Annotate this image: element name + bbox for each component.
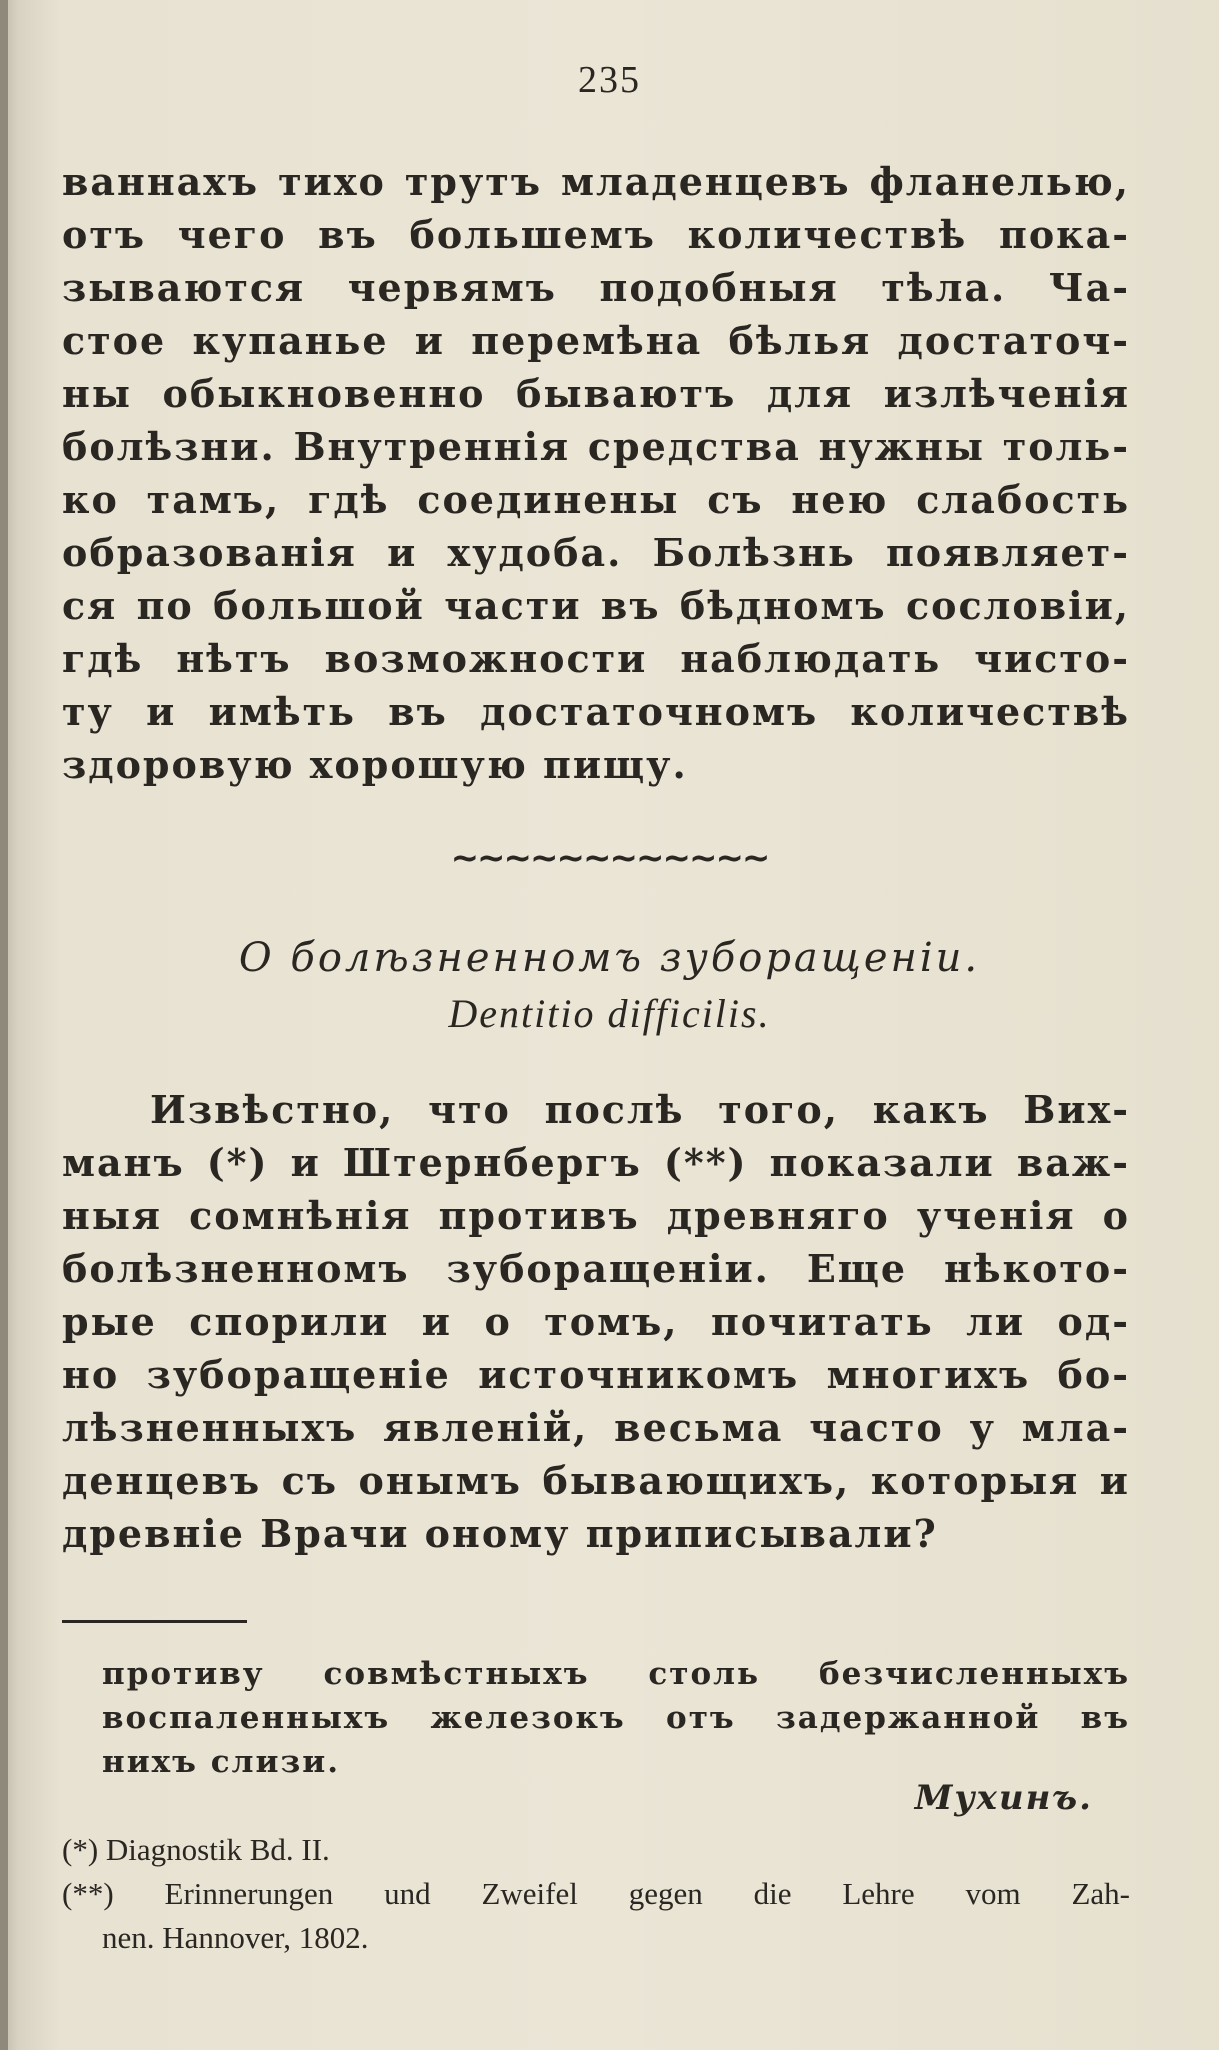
page-number: 235 <box>578 59 641 101</box>
text-line: денцевъ съ онымъ бывающихъ, которыя и <box>62 1458 1130 1503</box>
text-line: ту и имѣть въ достаточномъ количествѣ <box>62 689 1130 734</box>
footnote-continuation <box>102 1652 1130 1784</box>
reference-2 <box>62 1872 1130 1916</box>
text-line: манъ (*) и Штернбергъ (**) показали важ- <box>62 1140 1130 1185</box>
text-line: но зуборащеніе источникомъ многихъ бо- <box>62 1352 1130 1397</box>
reference-mark: (**) <box>62 1876 114 1911</box>
reference-text: Erinnerungen und Zweifel gegen die Lehre vom Zah- <box>164 1876 1131 1911</box>
paragraph-2 <box>62 1083 1130 1560</box>
footnote-line: противу совмѣстныхъ столь безчисленныхъ <box>102 1656 1130 1692</box>
text-line: ся по большой части въ бѣдномъ сословіи, <box>62 583 1130 628</box>
reference-mark: (*) <box>62 1832 99 1867</box>
reference-text: Diagnostik Bd. II. <box>105 1832 330 1867</box>
reference-2-continuation: nen. Hannover, 1802. <box>102 1920 369 1955</box>
references <box>62 1828 1130 1960</box>
text-line: ны обыкновенно бываютъ для излѣченія <box>62 371 1130 416</box>
section-latin-title: Dentitio difficilis. <box>448 991 771 1036</box>
section-heading <box>0 930 1219 1042</box>
paragraph-1 <box>62 155 1130 791</box>
section-title: О болѣзненномъ зуборащеніи. <box>238 935 981 981</box>
footnote-rule <box>62 1620 247 1623</box>
text-line: болѣзненномъ зуборащеніи. Еще нѣкото- <box>62 1246 1130 1291</box>
footnote-line: нихъ слизи. <box>102 1744 341 1780</box>
reference-1 <box>62 1828 1130 1872</box>
text-line: древніе Врачи оному приписывали? <box>62 1511 938 1556</box>
text-line: образованія и худоба. Болѣзнь появляет- <box>62 530 1130 575</box>
text-line: ваннахъ тихо трутъ младенцевъ фланелью, <box>62 159 1130 204</box>
text-line: отъ чего въ большемъ количествѣ пока- <box>62 212 1130 257</box>
text-line: лѣзненныхъ явленій, весьма часто у мла- <box>62 1405 1130 1450</box>
text-line: рые спорили и о томъ, почитать ли од- <box>62 1299 1130 1344</box>
text-line: ко тамъ, гдѣ соединены съ нею слабость <box>62 477 1130 522</box>
text-line: зываются червямъ подобныя тѣла. Ча- <box>62 265 1130 310</box>
text-line: здоровую хорошую пищу. <box>62 742 688 787</box>
signature: Мухинъ. <box>914 1778 1093 1818</box>
text-line: Извѣстно, что послѣ того, какъ Вих- <box>150 1087 1130 1132</box>
text-line: болѣзни. Внутреннія средства нужны толь- <box>62 424 1130 469</box>
text-line: гдѣ нѣтъ возможности наблюдать чисто- <box>62 636 1130 681</box>
text-line: ныя сомнѣнія противъ древняго ученія о <box>62 1193 1130 1238</box>
section-divider-ornament: ~~~~~~~~~~~~ <box>450 838 769 878</box>
footnote-line: воспаленныхъ железокъ отъ задержанной въ <box>102 1700 1130 1736</box>
text-line: стое купанье и перемѣна бѣлья достаточ- <box>62 318 1130 363</box>
